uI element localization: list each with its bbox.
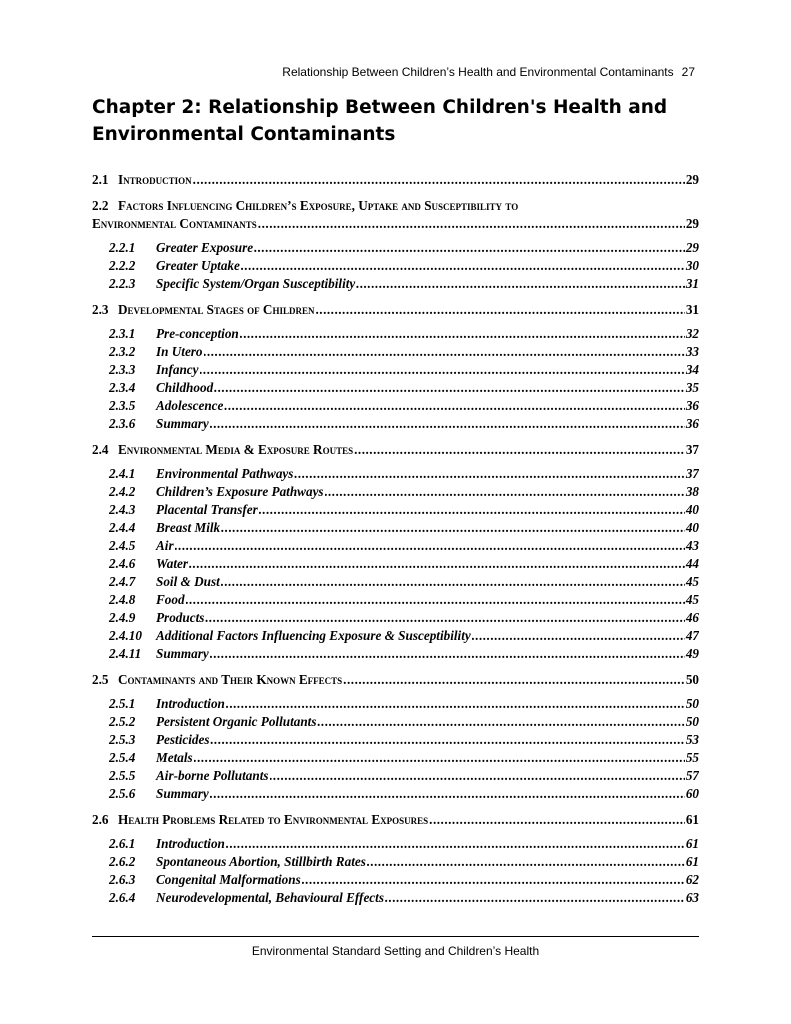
toc-entry-number: 2.4.8 <box>109 592 136 607</box>
toc-entry-title: Spontaneous Abortion, Stillbirth Rates <box>156 854 366 869</box>
toc-subsection-entry[interactable] <box>92 627 699 645</box>
dot-leader <box>259 501 685 519</box>
toc-entry-number: 2.5.5 <box>109 768 136 783</box>
toc-entry-page: 57 <box>685 768 699 783</box>
toc-subsection-entry[interactable] <box>92 573 699 591</box>
dot-leader <box>194 749 685 767</box>
dot-leader <box>241 257 685 275</box>
toc-entry-page: 32 <box>685 326 699 341</box>
toc-section-entry[interactable] <box>92 441 699 459</box>
toc-entry-page: 40 <box>685 520 699 535</box>
toc-subsection-entry[interactable] <box>92 835 699 853</box>
toc-entry-title: Environmental Media & Exposure Routes <box>118 442 354 457</box>
toc-entry-title: Children’s Exposure Pathways <box>156 484 324 499</box>
toc-entry-title: Air-borne Pollutants <box>156 768 269 783</box>
toc-entry-title: Products <box>156 610 205 625</box>
toc-entry-page: 30 <box>685 258 699 273</box>
toc-entry-title: Neurodevelopmental, Behavioural Effects <box>156 890 384 905</box>
toc-entry-page: 45 <box>685 592 699 607</box>
toc-entry-page: 44 <box>685 556 699 571</box>
toc-entry-page: 50 <box>685 672 699 687</box>
toc-entry-number: 2.4.10 <box>109 628 142 643</box>
toc-entry-title: Factors Influencing Children’s Exposure, Uptake and Susceptibility to <box>118 198 519 213</box>
toc-entry-page: 49 <box>685 646 699 661</box>
dot-leader <box>385 889 685 907</box>
toc-section-entry[interactable] <box>92 811 699 829</box>
toc-subsection-entry[interactable] <box>92 325 699 343</box>
toc-entry-number: 2.5.6 <box>109 786 136 801</box>
toc-subsection-entry[interactable] <box>92 483 699 501</box>
dot-leader <box>210 415 685 433</box>
toc-entry-page: 35 <box>685 380 699 395</box>
toc-subsection-entry[interactable] <box>92 257 699 275</box>
toc-entry-title: Air <box>156 538 174 553</box>
toc-entry-title: Adolescence <box>156 398 224 413</box>
toc-entry-number: 2.4.1 <box>109 466 136 481</box>
page-number: 27 <box>681 65 695 79</box>
dot-leader <box>343 671 685 689</box>
toc-entry-title: Infancy <box>156 362 199 377</box>
toc-entry-title: Health Problems Related to Environmental Exposures <box>118 812 429 827</box>
toc-entry-page: 50 <box>685 696 699 711</box>
toc-subsection-entry[interactable] <box>92 343 699 361</box>
toc-entry-page: 60 <box>685 786 699 801</box>
toc-entry-number: 2.6.3 <box>109 872 136 887</box>
toc-entry-number: 2.4.5 <box>109 538 136 553</box>
toc-entry-number: 2.4 <box>92 442 109 457</box>
toc-entry-number: 2.5.4 <box>109 750 136 765</box>
toc-entry-number: 2.3 <box>92 302 109 317</box>
toc-subsection-entry[interactable] <box>92 695 699 713</box>
toc-entry-title: Introduction <box>156 836 225 851</box>
dot-leader <box>325 483 685 501</box>
dot-leader <box>270 767 685 785</box>
footer-rule <box>92 936 699 937</box>
toc-entry-page: 50 <box>685 714 699 729</box>
dot-leader <box>205 609 684 627</box>
toc-subsection-entry[interactable] <box>92 591 699 609</box>
toc-subsection-entry[interactable] <box>92 465 699 483</box>
toc-subsection-entry[interactable] <box>92 519 699 537</box>
toc-entry-number: 2.5.1 <box>109 696 136 711</box>
dot-leader <box>224 397 684 415</box>
dot-leader <box>200 361 685 379</box>
dot-leader <box>317 713 684 731</box>
toc-section-entry[interactable] <box>92 671 699 689</box>
toc-entry-page: 53 <box>685 732 699 747</box>
toc-entry-number: 2.2.1 <box>109 240 136 255</box>
dot-leader <box>226 695 685 713</box>
toc-entry-number: 2.6.4 <box>109 890 136 905</box>
toc-entry-title: Additional Factors Influencing Exposure & Susceptibility <box>156 628 471 643</box>
toc-entry-page: 63 <box>685 890 699 905</box>
toc-subsection-entry[interactable] <box>92 361 699 379</box>
toc-entry-page: 33 <box>685 344 699 359</box>
running-header-title: Relationship Between Children’s Health and Environmental Contaminants <box>282 65 674 79</box>
toc-entry-title: Placental Transfer <box>156 502 258 517</box>
toc-section-entry[interactable] <box>92 215 699 233</box>
toc-entry-number: 2.4.11 <box>109 646 142 661</box>
toc-entry-number: 2.4.3 <box>109 502 136 517</box>
toc-entry-page: 29 <box>685 172 699 187</box>
toc-subsection-entry[interactable] <box>92 889 699 907</box>
dot-leader <box>210 731 684 749</box>
chapter-title: Chapter 2: Relationship Between Children's Health and Environmental Contaminants <box>92 97 668 145</box>
toc-subsection-entry[interactable] <box>92 275 699 293</box>
toc-entry-page: 61 <box>685 854 699 869</box>
toc-subsection-entry[interactable] <box>92 415 699 433</box>
toc-entry-page: 29 <box>685 240 699 255</box>
toc-subsection-entry[interactable] <box>92 785 699 803</box>
toc-entry-title: Breast Milk <box>156 520 221 535</box>
dot-leader <box>189 555 685 573</box>
toc-entry-title: Summary <box>156 416 209 431</box>
toc-entry-number: 2.4.7 <box>109 574 136 589</box>
toc-entry-title: Environmental Contaminants <box>92 216 257 231</box>
toc-entry-title: Environmental Pathways <box>156 466 294 481</box>
dot-leader <box>221 573 685 591</box>
toc-entry-number: 2.3.4 <box>109 380 136 395</box>
toc-subsection-entry[interactable] <box>92 537 699 555</box>
toc-subsection-entry[interactable] <box>92 749 699 767</box>
toc-entry-page: 36 <box>685 416 699 431</box>
toc-entry-title: Summary <box>156 646 209 661</box>
toc-subsection-entry[interactable] <box>92 501 699 519</box>
toc-entry-title: Water <box>156 556 188 571</box>
toc-subsection-entry[interactable] <box>92 379 699 397</box>
dot-leader <box>214 379 685 397</box>
toc-entry-number: 2.4.9 <box>109 610 136 625</box>
dot-leader <box>186 591 685 609</box>
toc-entry-title: Childhood <box>156 380 214 395</box>
toc-section-entry[interactable] <box>92 301 699 319</box>
dot-leader <box>429 811 685 829</box>
toc-entry-title: Soil & Dust <box>156 574 220 589</box>
toc-subsection-entry[interactable] <box>92 645 699 663</box>
toc-entry-page: 61 <box>685 812 699 827</box>
dot-leader <box>367 853 685 871</box>
running-header <box>92 64 695 80</box>
toc-entry-page: 31 <box>685 276 699 291</box>
toc-entry-title: Pesticides <box>156 732 210 747</box>
toc-entry-number: 2.2 <box>92 198 109 213</box>
running-footer: Environmental Standard Setting and Children’s Health <box>251 944 540 958</box>
toc-entry-number: 2.5 <box>92 672 109 687</box>
toc-entry-title: Specific System/Organ Susceptibility <box>156 276 356 291</box>
toc-entry-page: 31 <box>685 302 699 317</box>
toc-entry-title: Metals <box>156 750 193 765</box>
toc-subsection-entry[interactable] <box>92 609 699 627</box>
toc-entry-number: 2.4.6 <box>109 556 136 571</box>
dot-leader <box>210 785 685 803</box>
toc-subsection-entry[interactable] <box>92 871 699 889</box>
toc-entry-title: Congenital Malformations <box>156 872 301 887</box>
dot-leader <box>315 301 684 319</box>
dot-leader <box>210 645 685 663</box>
toc-entry-title: In Utero <box>156 344 203 359</box>
toc-subsection-entry[interactable] <box>92 239 699 257</box>
toc-entry-title: Contaminants and Their Known Effects <box>118 672 343 687</box>
toc-entry-number: 2.2.2 <box>109 258 136 273</box>
toc-entry-number: 2.3.5 <box>109 398 136 413</box>
toc-entry-title: Greater Exposure <box>156 240 254 255</box>
toc-entry-page: 62 <box>685 872 699 887</box>
toc-entry-number: 2.3.2 <box>109 344 136 359</box>
toc-section-entry[interactable] <box>92 197 699 215</box>
toc-entry-number: 2.3.1 <box>109 326 136 341</box>
toc-entry-number: 2.6.2 <box>109 854 136 869</box>
dot-leader <box>221 519 685 537</box>
toc-entry-number: 2.3.3 <box>109 362 136 377</box>
dot-leader <box>240 325 685 343</box>
toc-entry-title: Summary <box>156 786 209 801</box>
toc-entry-page: 36 <box>685 398 699 413</box>
toc-subsection-entry[interactable] <box>92 767 699 785</box>
toc-entry-page: 43 <box>685 538 699 553</box>
toc-entry-title: Introduction <box>118 172 192 187</box>
toc-entry-number: 2.6.1 <box>109 836 136 851</box>
toc-entry-number: 2.4.2 <box>109 484 136 499</box>
toc-subsection-entry[interactable] <box>92 555 699 573</box>
dot-leader <box>204 343 685 361</box>
toc-entry-page: 46 <box>685 610 699 625</box>
toc-entry-page: 38 <box>685 484 699 499</box>
toc-entry-title: Pre-conception <box>156 326 239 341</box>
toc-entry-number: 2.1 <box>92 172 109 187</box>
toc-entry-number: 2.6 <box>92 812 109 827</box>
dot-leader <box>226 835 685 853</box>
toc-entry-title: Food <box>156 592 185 607</box>
dot-leader <box>258 215 685 233</box>
toc-entry-page: 34 <box>685 362 699 377</box>
toc-entry-page: 55 <box>685 750 699 765</box>
toc-entry-page: 29 <box>685 216 699 231</box>
toc-entry-title: Introduction <box>156 696 225 711</box>
toc-entry-title: Persistent Organic Pollutants <box>156 714 317 729</box>
toc-entry-page: 45 <box>685 574 699 589</box>
dot-leader <box>294 465 684 483</box>
dot-leader <box>356 275 685 293</box>
toc-subsection-entry[interactable] <box>92 397 699 415</box>
toc-entry-number: 2.2.3 <box>109 276 136 291</box>
toc-entry-page: 47 <box>685 628 699 643</box>
toc-section-entry[interactable] <box>92 171 699 189</box>
toc-entry-page: 61 <box>685 836 699 851</box>
dot-leader <box>254 239 685 257</box>
toc-subsection-entry[interactable] <box>92 713 699 731</box>
toc-entry-page: 37 <box>685 442 699 457</box>
toc-entry-number: 2.5.2 <box>109 714 136 729</box>
toc-entry-page: 40 <box>685 502 699 517</box>
toc-subsection-entry[interactable] <box>92 731 699 749</box>
toc-subsection-entry[interactable] <box>92 853 699 871</box>
dot-leader <box>302 871 685 889</box>
toc-entry-title: Greater Uptake <box>156 258 240 273</box>
toc-entry-number: 2.4.4 <box>109 520 136 535</box>
toc-entry-title: Developmental Stages of Children <box>118 302 315 317</box>
dot-leader <box>354 441 685 459</box>
toc-entry-number: 2.3.6 <box>109 416 136 431</box>
toc-entry-page: 37 <box>685 466 699 481</box>
dot-leader <box>175 537 685 555</box>
toc-entry-number: 2.5.3 <box>109 732 136 747</box>
dot-leader <box>472 627 685 645</box>
table-of-contents <box>92 171 699 907</box>
dot-leader <box>193 171 685 189</box>
